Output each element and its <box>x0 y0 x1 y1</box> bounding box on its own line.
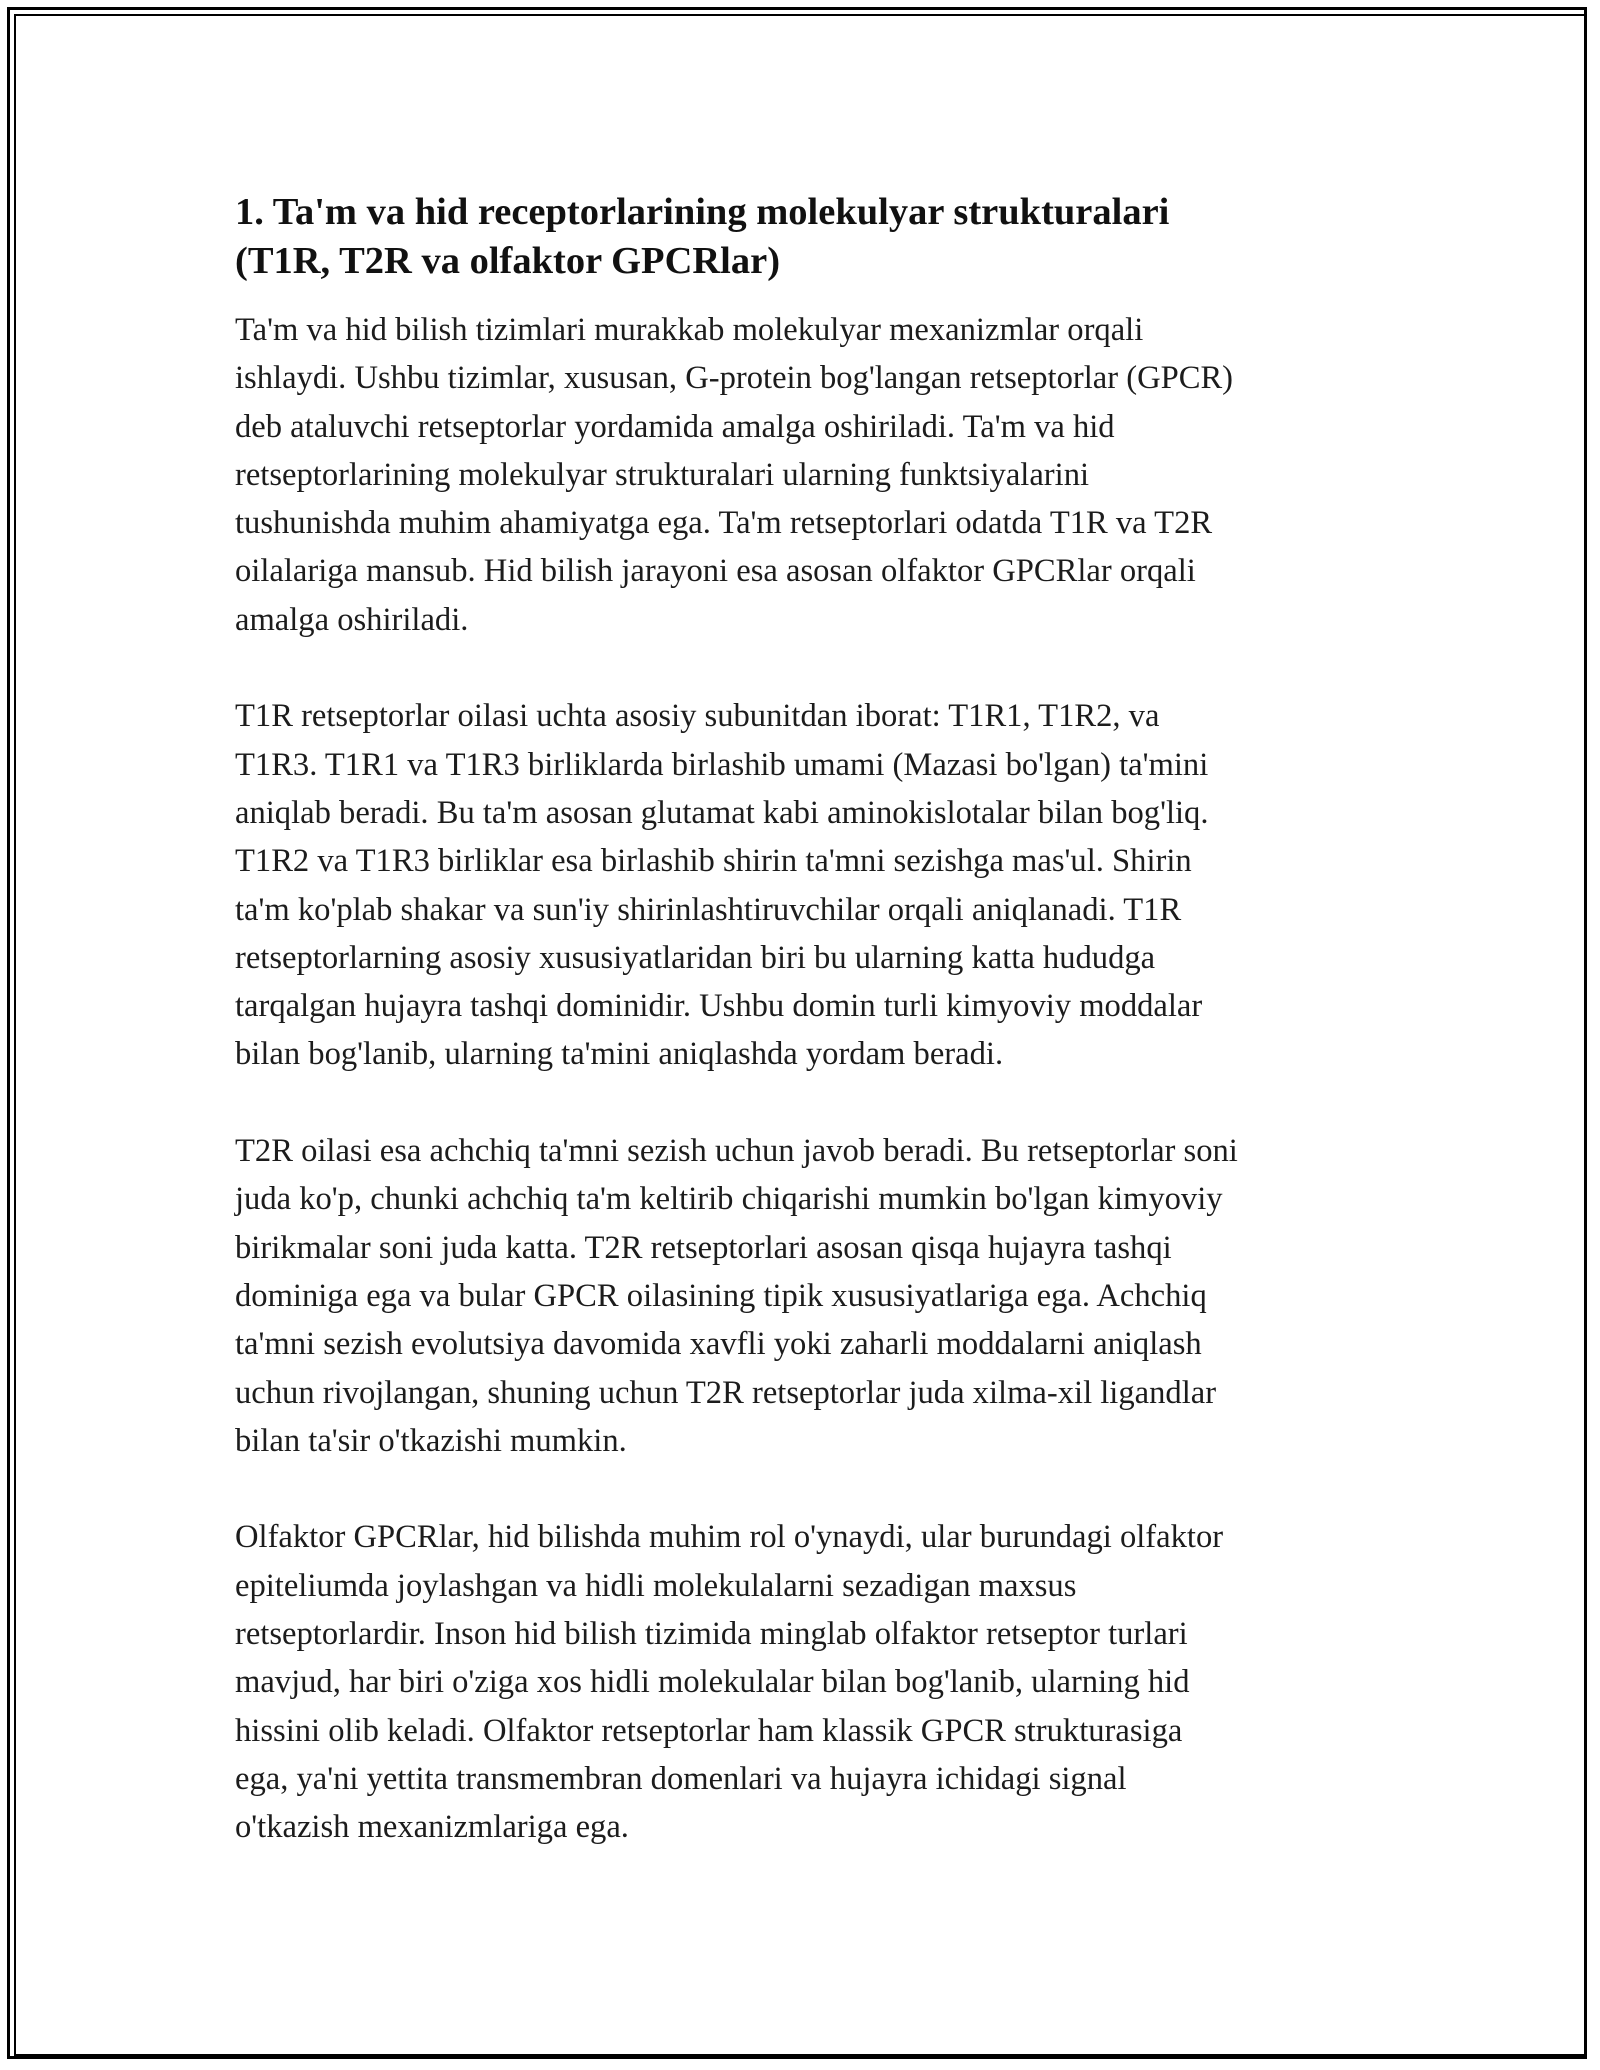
text-line: ega, ya'ni yettita transmembran domenlari va hujayra ichidagi signal <box>235 1760 1127 1797</box>
text-line: dominiga ega va bular GPCR oilasining tipik xususiyatlariga ega. Achchiq <box>235 1277 1207 1314</box>
section-title-line: 1. Ta'm va hid receptorlarining molekulyar strukturalari <box>235 191 1170 233</box>
text-line: oilalariga mansub. Hid bilish jarayoni esa asosan olfaktor GPCRlar orqali <box>235 553 1196 590</box>
text-line: retseptorlardir. Inson hid bilish tizimida minglab olfaktor retseptor turlari <box>235 1616 1188 1653</box>
text-line: T1R retseptorlar oilasi uchta asosiy subunitdan iborat: T1R1, T1R2, va <box>235 698 1160 735</box>
text-line: bilan bog'lanib, ularning ta'mini aniqlashda yordam beradi. <box>235 1036 1004 1073</box>
text-line: deb ataluvchi retseptorlar yordamida amalga oshiriladi. Ta'm va hid <box>235 408 1115 445</box>
text-line: Olfaktor GPCRlar, hid bilishda muhim rol o'ynaydi, ular burundagi olfaktor <box>235 1519 1224 1556</box>
text-line: uchun rivojlangan, shuning uchun T2R retseptorlar juda xilma-xil ligandlar <box>235 1374 1217 1411</box>
paragraph-intro <box>235 306 1375 644</box>
text-line: T2R oilasi esa achchiq ta'mni sezish uchun javob beradi. Bu retseptorlar soni <box>235 1133 1238 1170</box>
text-line: tarqalgan hujayra tashqi dominidir. Ushbu domin turli kimyoviy moddalar <box>235 988 1203 1025</box>
paragraph-t2r <box>235 1127 1375 1465</box>
text-line: mavjud, har biri o'ziga xos hidli molekulalar bilan bog'lanib, ularning hid <box>235 1664 1190 1701</box>
text-line: bilan ta'sir o'tkazishi mumkin. <box>235 1422 627 1459</box>
document-body <box>235 188 1375 1900</box>
text-line: retseptorlarning asosiy xususiyatlaridan biri bu ularning katta hududga <box>235 939 1156 976</box>
text-line: birikmalar soni juda katta. T2R retseptorlari asosan qisqa hujayra tashqi <box>235 1229 1172 1266</box>
section-title <box>235 188 1375 286</box>
text-line: tushunishda muhim ahamiyatga ega. Ta'm retseptorlari odatda T1R va T2R <box>235 505 1213 542</box>
text-line: juda ko'p, chunki achchiq ta'm keltirib chiqarishi mumkin bo'lgan kimyoviy <box>235 1181 1223 1218</box>
text-line: amalga oshiriladi. <box>235 601 469 638</box>
text-line: ishlaydi. Ushbu tizimlar, xususan, G-protein bog'langan retseptorlar (GPCR) <box>235 360 1234 397</box>
text-line: Ta'm va hid bilish tizimlari murakkab molekulyar mexanizmlar orqali <box>235 312 1144 348</box>
text-line: T1R3. T1R1 va T1R3 birliklarda birlashib umami (Mazasi bo'lgan) ta'mini <box>235 746 1209 783</box>
text-line: aniqlab beradi. Bu ta'm asosan glutamat kabi aminokislotalar bilan bog'liq. <box>235 794 1209 831</box>
text-line: T1R2 va T1R3 birliklar esa birlashib shirin ta'mni sezishga mas'ul. Shirin <box>235 843 1192 880</box>
paragraph-t1r <box>235 692 1375 1078</box>
text-line: epiteliumda joylashgan va hidli molekulalarni sezadigan maxsus <box>235 1567 1077 1604</box>
text-line: ta'm ko'plab shakar va sun'iy shirinlashtiruvchilar orqali aniqlanadi. T1R <box>235 891 1182 928</box>
text-line: o'tkazish mexanizmlariga ega. <box>235 1809 629 1846</box>
paragraph-olfactory <box>235 1513 1375 1851</box>
text-line: ta'mni sezish evolutsiya davomida xavfli yoki zaharli moddalarni aniqlash <box>235 1326 1202 1363</box>
text-line: hissini olib keladi. Olfaktor retseptorlar ham klassik GPCR strukturasiga <box>235 1712 1183 1749</box>
text-line: retseptorlarining molekulyar strukturalari ularning funktsiyalarini <box>235 456 1090 493</box>
section-title-line: (T1R, T2R va olfaktor GPCRlar) <box>235 240 781 282</box>
